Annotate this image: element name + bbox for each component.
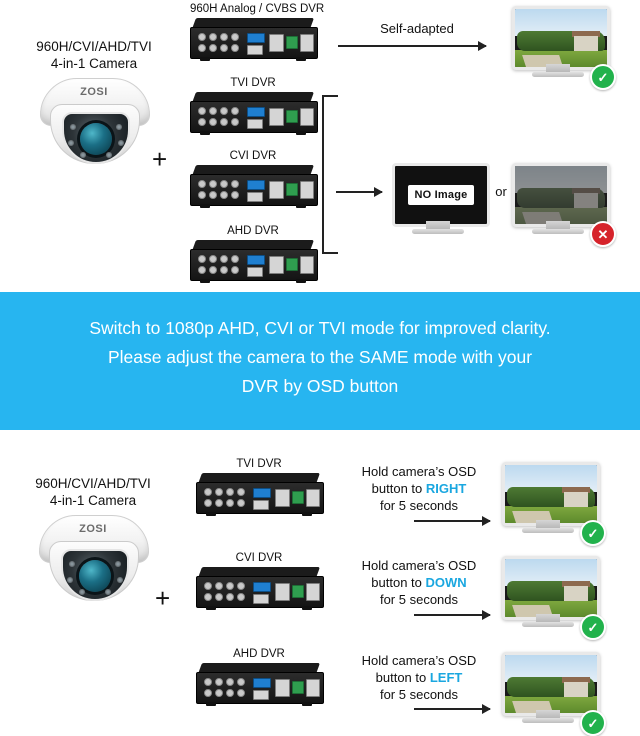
bottom-monitor-1 [502,556,599,635]
self-adapted-label: Self-adapted [380,21,454,36]
camera-brand-logo: ZOSI [80,86,108,98]
instruction-banner [0,292,640,430]
monitor-screen [502,462,600,526]
instr-0-line3: for 5 seconds [379,498,459,513]
status-badge-ok: ✓ [580,614,606,640]
top-dvr-0-label: 960H Analog / CVBS DVR [190,3,325,15]
dvr-group-bracket [322,95,338,254]
status-badge-ok: ✓ [590,64,616,90]
bottom-dvr-1 [196,552,322,607]
no-image-arrow [336,191,382,193]
top-camera-block [14,38,174,164]
status-badge-ok: ✓ [580,520,606,546]
banner-line-1: Switch to 1080p AHD, CVI or TVI mode for improved clarity. [89,318,551,338]
status-badge-error: ✕ [590,221,616,247]
top-dvr-3-label: AHD DVR [227,225,279,237]
no-image-screen [392,163,490,227]
or-label: or [495,184,507,199]
instr-1-key: DOWN [425,575,467,590]
bottom-instruction-0 [334,463,504,514]
top-diagram-panel [0,0,640,292]
bottom-dvr-1-label: CVI DVR [235,552,283,564]
top-dvr-1 [190,77,316,132]
instr-1-line3: for 5 seconds [379,592,459,607]
top-good-monitor [512,6,609,85]
dvr-icon [190,240,316,280]
bottom-monitor-0 [502,462,599,541]
top-dvr-2 [190,150,316,205]
dvr-icon [196,567,322,607]
status-badge-ok: ✓ [580,710,606,736]
top-plus-sign: + [152,144,168,174]
banner-line-2: Please adjust the camera to the SAME mode with your [107,347,533,367]
top-camera-title-line2: 4-in-1 Camera [50,56,138,71]
dvr-icon [190,18,316,58]
top-dvr-0 [190,3,324,58]
instr-0-pre: button to [371,481,426,496]
monitor-screen [502,652,600,716]
monitor-screen [512,6,610,70]
top-camera-title-line1: 960H/CVI/AHD/TVI [36,39,152,54]
monitor-screen [512,163,610,227]
row-0-arrow [414,520,490,522]
instr-2-line3: for 5 seconds [379,687,459,702]
bottom-dvr-2-label: AHD DVR [233,648,285,660]
instr-0-line1: Hold camera’s OSD [361,464,477,479]
bottom-instruction-1 [334,557,504,608]
dvr-icon [196,663,322,703]
bottom-dvr-0-label: TVI DVR [236,458,282,470]
top-bad-monitor [512,163,609,242]
dvr-icon [190,165,316,205]
instr-2-key: LEFT [429,670,463,685]
top-dvr-2-label: CVI DVR [229,150,277,162]
row-1-arrow [414,614,490,616]
instr-1-line1: Hold camera’s OSD [361,558,477,573]
banner-line-3: DVR by OSD button [241,376,399,396]
dvr-icon [190,92,316,132]
top-dvr-1-label: TVI DVR [230,77,276,89]
bottom-camera-title-line2: 4-in-1 Camera [49,493,137,508]
instr-2-pre: button to [375,670,430,685]
bottom-dvr-0 [196,458,322,513]
bottom-diagram-panel [0,430,640,731]
no-image-text: NO Image [408,185,475,205]
bottom-plus-sign: + [155,583,171,613]
row-2-arrow [414,708,490,710]
bottom-monitor-2 [502,652,599,731]
bottom-camera-title-line1: 960H/CVI/AHD/TVI [35,476,151,491]
instr-2-line1: Hold camera’s OSD [361,653,477,668]
no-image-monitor [392,163,484,237]
self-adapted-arrow [338,45,486,47]
instr-1-pre: button to [371,575,426,590]
dome-camera-icon [39,515,147,601]
bottom-camera-block [10,475,176,601]
dome-camera-icon [40,78,148,164]
bottom-instruction-2 [334,652,504,703]
bottom-dvr-2 [196,648,322,703]
camera-brand-logo: ZOSI [79,523,107,535]
dvr-icon [196,473,322,513]
monitor-screen [502,556,600,620]
top-dvr-3 [190,225,316,280]
instr-0-key: RIGHT [425,481,467,496]
